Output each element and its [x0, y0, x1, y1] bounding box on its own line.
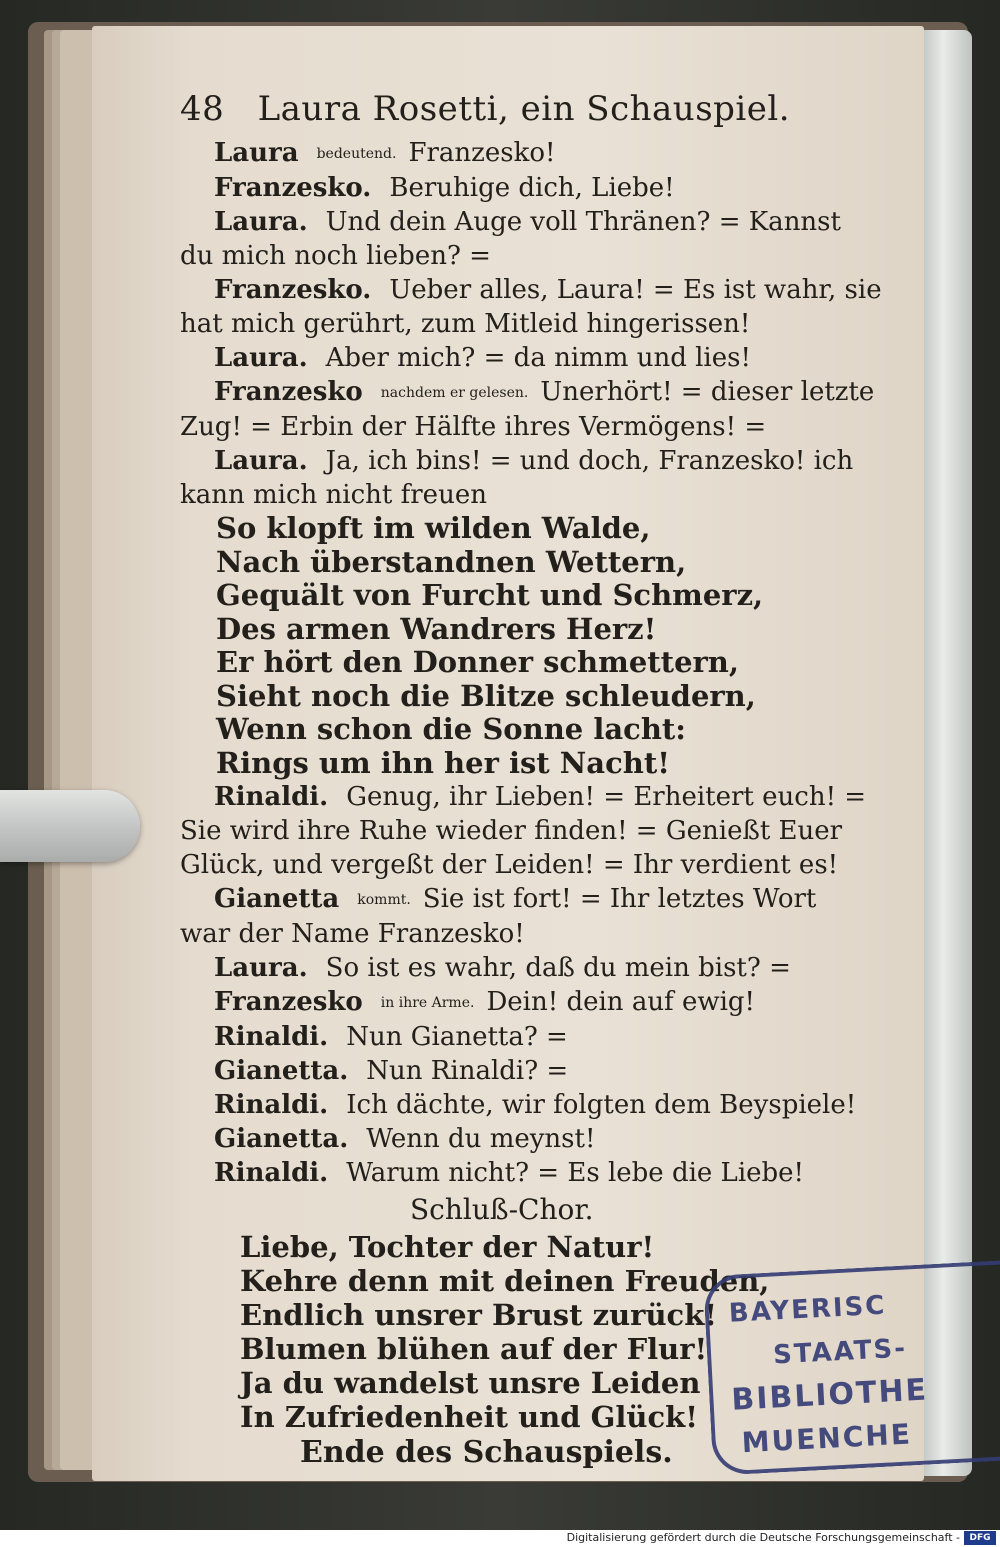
- chorus-line: Kehre denn mit deinen Freuden,: [240, 1264, 770, 1298]
- stage-direction: bedeutend.: [316, 146, 397, 162]
- verse-line: Nach überstandnen Wettern,: [216, 544, 687, 579]
- line-text: Beruhige dich, Liebe!: [389, 173, 675, 203]
- footer-credit: Digitalisierung gefördert durch die Deutsche Forschungsgemeinschaft -: [566, 1531, 960, 1544]
- dialogue-line: [180, 1088, 860, 1122]
- speaker-name: Laura.: [214, 343, 308, 373]
- speaker-name: Laura.: [214, 953, 308, 983]
- dialogue-line: [180, 951, 860, 985]
- stamp-line-3: BIBLIOTHE: [730, 1372, 929, 1418]
- speaker-name: Franzesko: [214, 987, 363, 1017]
- speaker-name: Laura.: [214, 207, 308, 237]
- line-text: Unerhört! = dieser letzte: [540, 377, 875, 407]
- chorus-line: Liebe, Tochter der Natur!: [240, 1230, 655, 1264]
- chorus-line: In Zufriedenheit und Glück!: [240, 1400, 698, 1434]
- line-text: Wenn du meynst!: [366, 1124, 596, 1154]
- dialogue-line: [180, 780, 867, 814]
- dialogue-line: [180, 410, 860, 444]
- chorus-line: Ja du wandelst unsre Leiden: [240, 1366, 701, 1400]
- stamp-line-2: STAATS-: [772, 1333, 908, 1371]
- line-text: Nun Gianetta? =: [346, 1022, 568, 1052]
- dialogue-line: [180, 478, 860, 512]
- line-text: Dein! dein auf ewig!: [486, 987, 755, 1017]
- dialogue-line: [180, 444, 860, 478]
- line-text: Warum nicht? = Es lebe die Liebe!: [346, 1158, 805, 1188]
- dialogue-line: [180, 136, 860, 171]
- line-text: Zug! = Erbin der Hälfte ihres Vermögens! =: [180, 412, 767, 442]
- dialogue-line: [180, 1156, 860, 1190]
- end-line: Ende des Schauspiels.: [300, 1435, 673, 1470]
- speaker-name: Franzesko.: [214, 275, 372, 305]
- line-text: Sie wird ihre Ruhe wieder finden! = Genießt Euer: [180, 816, 843, 846]
- speaker-name: Franzesko.: [214, 173, 372, 203]
- line-text: hat mich gerührt, zum Mitleid hingerissen!: [180, 309, 751, 339]
- stage-direction: in ihre Arme.: [380, 995, 475, 1011]
- dialogue-block-2: [180, 780, 867, 1190]
- dialogue-line: [180, 1020, 860, 1054]
- line-text: Aber mich? = da nimm und lies!: [325, 343, 751, 373]
- dialogue-line: [180, 239, 860, 273]
- line-text: du mich noch lieben? =: [180, 241, 491, 271]
- speaker-name: Rinaldi.: [214, 1158, 329, 1188]
- dialogue-line: [180, 341, 860, 375]
- verse-line: Er hört den Donner schmettern,: [216, 645, 739, 679]
- dialogue-line: [180, 307, 860, 341]
- speaker-name: Franzesko: [214, 377, 363, 407]
- line-text: Franzesko!: [408, 138, 556, 168]
- stamp-line-4: MUENCHE: [740, 1417, 913, 1460]
- speaker-name: Rinaldi.: [214, 782, 329, 812]
- book-fore-edge: [924, 30, 972, 1476]
- verse-line: Gequält von Furcht und Schmerz,: [216, 578, 764, 612]
- speaker-name: Laura: [214, 138, 299, 168]
- dialogue-line: [180, 205, 860, 239]
- dialogue-line: [180, 273, 882, 307]
- line-text: war der Name Franzesko!: [180, 919, 525, 949]
- stage-direction: nachdem er gelesen.: [380, 385, 529, 401]
- dialogue-line: [180, 814, 860, 848]
- dialogue-line: [180, 1122, 860, 1156]
- page-number: 48: [180, 89, 225, 129]
- speaker-name: Gianetta.: [214, 1124, 349, 1154]
- stage-direction: kommt.: [357, 892, 411, 908]
- library-stamp: [703, 1260, 1000, 1476]
- line-text: So ist es wahr, daß du mein bist? =: [325, 953, 791, 983]
- chorus-line: Blumen blühen auf der Flur!: [240, 1332, 708, 1366]
- line-text: Nun Rinaldi? =: [366, 1056, 569, 1086]
- dialogue-line: [180, 171, 860, 205]
- dialogue-line: [180, 917, 860, 951]
- line-text: Genug, ihr Lieben! = Erheitert euch! =: [346, 782, 867, 812]
- speaker-name: Laura.: [214, 446, 308, 476]
- chorus-title: Schluß-Chor.: [410, 1193, 594, 1226]
- verse-line: So klopft im wilden Walde,: [216, 511, 651, 545]
- line-text: Ja, ich bins! = und doch, Franzesko! ich: [325, 446, 854, 476]
- running-header: [180, 82, 860, 136]
- chorus-line: Endlich unsrer Brust zurück!: [240, 1298, 718, 1332]
- verse-line: Rings um ihn her ist Nacht!: [216, 745, 670, 780]
- speaker-name: Gianetta.: [214, 1056, 349, 1086]
- page-clip: [0, 790, 140, 862]
- dfg-logo: DFG: [964, 1531, 996, 1545]
- running-title: Laura Rosetti, ein Schauspiel.: [257, 89, 791, 129]
- line-text: Glück, und vergeßt der Leiden! = Ihr verdient es!: [180, 850, 839, 880]
- line-text: Ich dächte, wir folgten dem Beyspiele!: [346, 1090, 857, 1120]
- dialogue-line: [180, 985, 860, 1020]
- verse-block: [180, 512, 860, 780]
- speaker-name: Gianetta: [214, 884, 340, 914]
- speaker-name: Rinaldi.: [214, 1090, 329, 1120]
- verse-line: Sieht noch die Blitze schleudern,: [216, 678, 756, 713]
- dialogue-line: [180, 375, 875, 410]
- line-text: Und dein Auge voll Thränen? = Kannst: [325, 207, 841, 237]
- dialogue-line: [180, 882, 860, 917]
- speaker-name: Rinaldi.: [214, 1022, 329, 1052]
- dialogue-block-1: [180, 136, 882, 512]
- line-text: Sie ist fort! = Ihr letztes Wort: [422, 884, 817, 914]
- stamp-line-1: BAYERISC: [728, 1290, 888, 1329]
- line-text: kann mich nicht freuen: [180, 480, 487, 510]
- line-text: Ueber alles, Laura! = Es ist wahr, sie: [389, 275, 882, 305]
- dialogue-line: [180, 848, 860, 882]
- page-text: [180, 82, 882, 1472]
- verse-line: Wenn schon die Sonne lacht:: [216, 712, 687, 746]
- dialogue-line: [180, 1054, 860, 1088]
- verse-line: Des armen Wandrers Herz!: [216, 611, 657, 646]
